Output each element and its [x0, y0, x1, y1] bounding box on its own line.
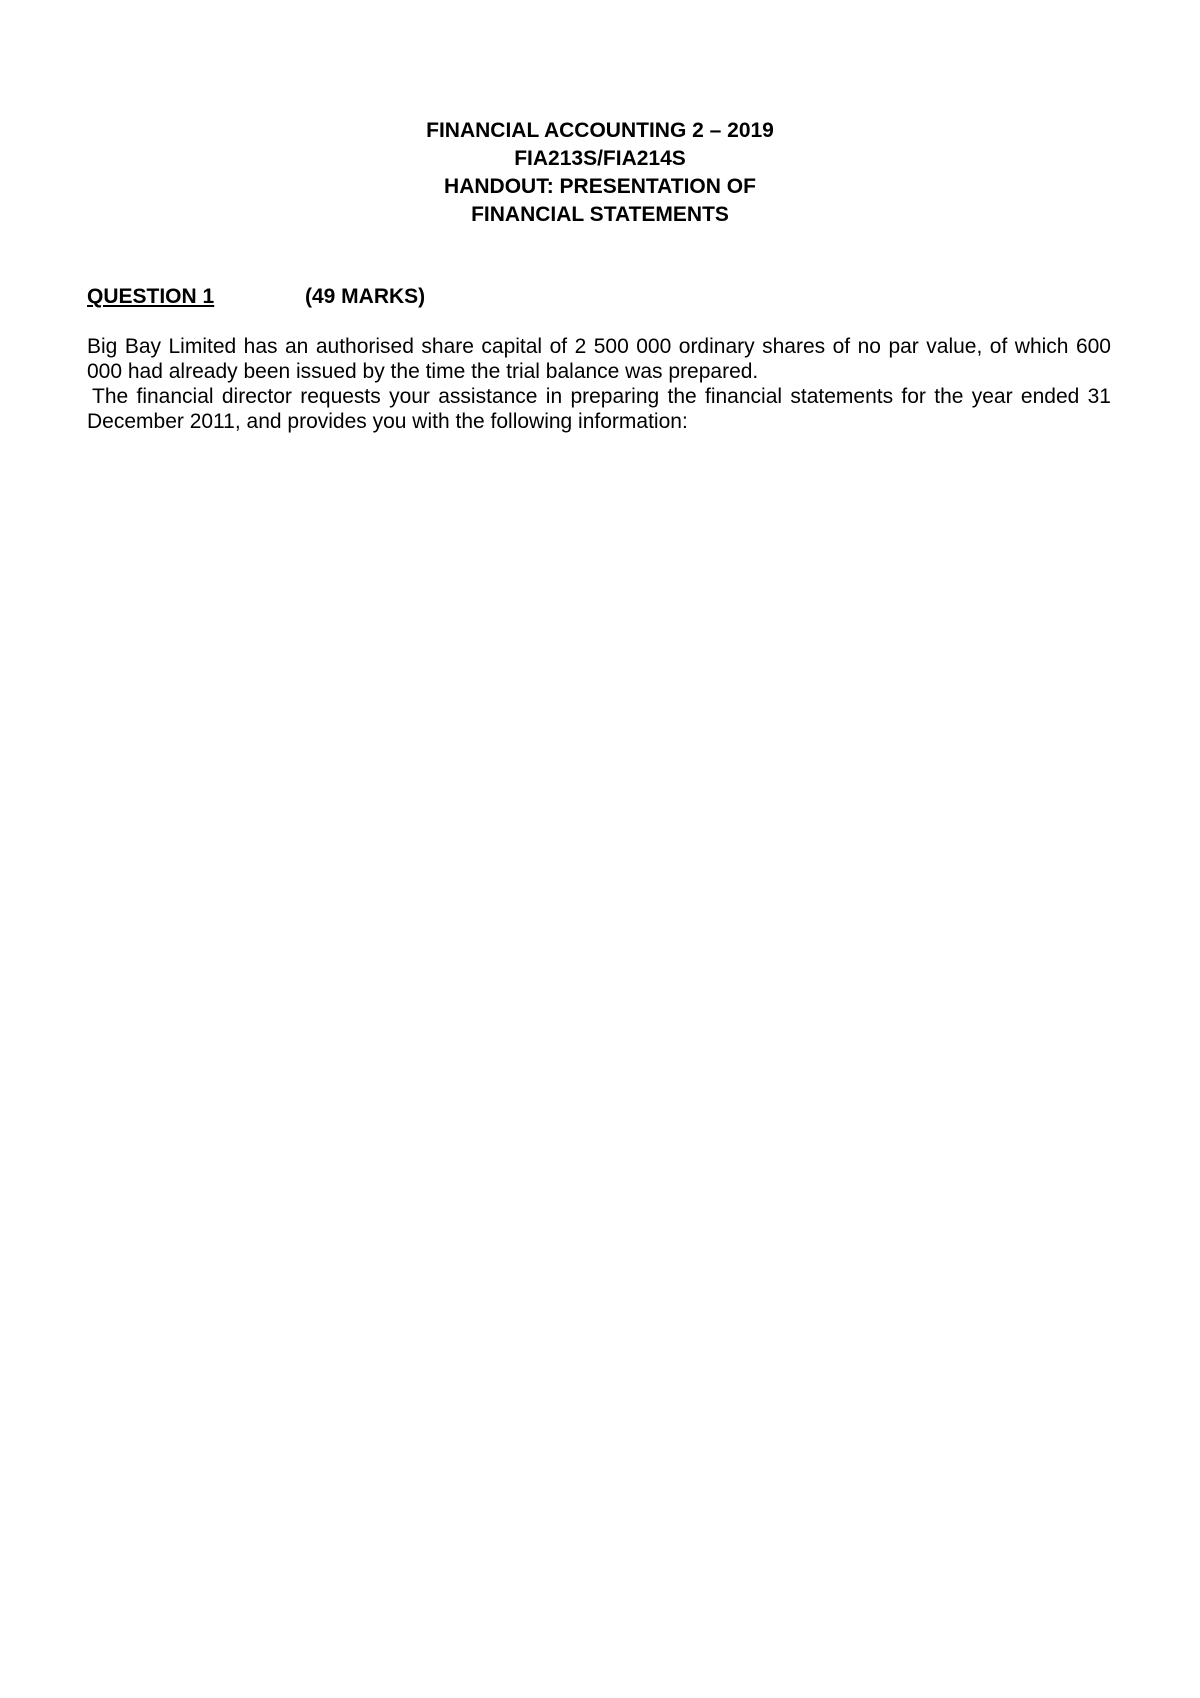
- handout-subtitle: FINANCIAL STATEMENTS: [471, 203, 729, 226]
- handout-title: HANDOUT: PRESENTATION OF: [444, 175, 756, 198]
- question-label: QUESTION 1: [87, 285, 215, 308]
- course-title: FINANCIAL ACCOUNTING 2 – 2019: [426, 119, 774, 142]
- question-heading: [87, 283, 425, 311]
- question-marks: (49 MARKS): [305, 285, 426, 308]
- course-code: FIA213S/FIA214S: [514, 147, 686, 170]
- body-paragraph-1: Big Bay Limited has an authorised share capital of 2 500 000 ordinary shares of no par value, of which 600 000 had already been issued by the time the trial balance was prepared.: [87, 335, 1111, 383]
- body-paragraph-2: The financial director requests your assistance in preparing the financial statements for the year ended 31 December 2011, and provides you with the following information:: [87, 385, 1111, 433]
- document-header: [0, 117, 1200, 229]
- question-body: [87, 334, 1111, 434]
